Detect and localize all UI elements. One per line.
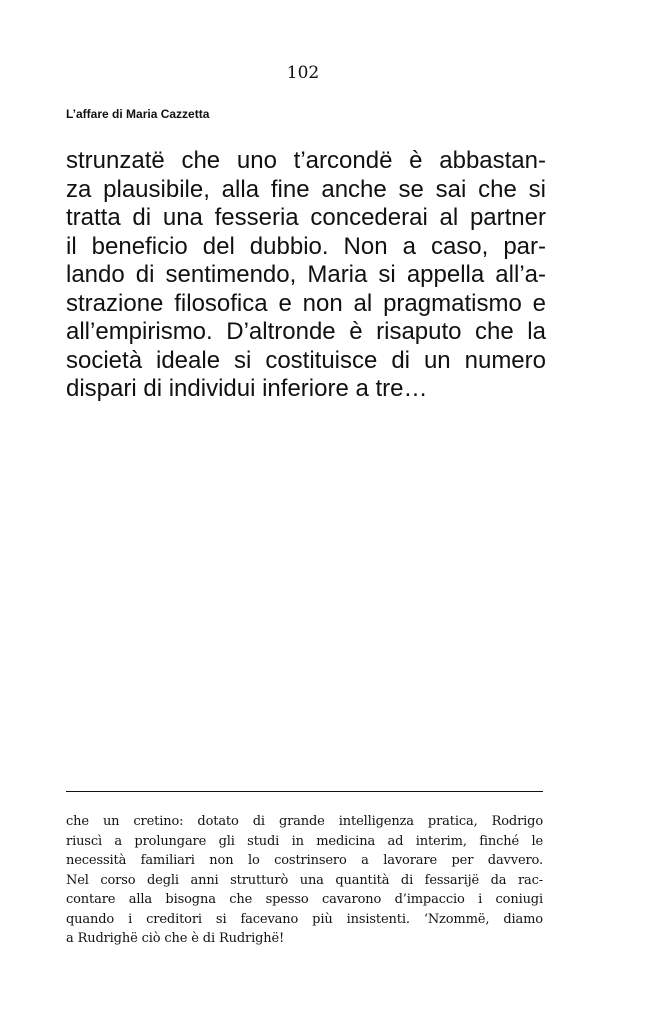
footnote-line: Nel corso degli anni strutturò una quantità di fessarijë da rac- (66, 872, 543, 888)
body-line: strunzatë che uno t’arcondë è abbastan- (66, 147, 546, 174)
footnote-line: contare alla bisogna che spesso cavarono d’impaccio i coniugi (66, 892, 543, 907)
footnote-line: riuscì a prolungare gli studi in medicina ad interim, finché le (66, 833, 543, 849)
body-line: lando di sentimendo, Maria si appella all’a- (66, 261, 546, 288)
body-text (66, 147, 546, 404)
running-header: L’affare di Maria Cazzetta (66, 107, 210, 121)
footnote-line: a Rudrighë ciò che è di Rudrighë! (66, 931, 285, 946)
footnote-line: che un cretino: dotato di grande intelligenza pratica, Rodrigo (66, 814, 543, 829)
body-line: tratta di una fesseria concederai al partner (66, 204, 546, 231)
body-line: strazione filosofica e non al pragmatismo e (66, 289, 546, 317)
body-line: il beneficio del dubbio. Non a caso, par- (66, 232, 546, 260)
body-line: società ideale si costituisce di un numero (66, 346, 546, 374)
footnote-line: quando i creditori si facevano più insistenti. ‘Nzommë, diamo (66, 911, 543, 927)
body-line: za plausibile, alla fine anche se sai che si (66, 175, 546, 203)
footnote-divider (66, 791, 543, 792)
footnote-line: necessità familiari non lo costrinsero a lavorare per davvero. (66, 853, 543, 868)
body-line: all’empirismo. D’altronde è risaputo che la (66, 318, 546, 345)
page-number: 102 (286, 63, 320, 83)
body-line: dispari di individui inferiore a tre… (66, 375, 428, 402)
footnote (66, 812, 543, 949)
